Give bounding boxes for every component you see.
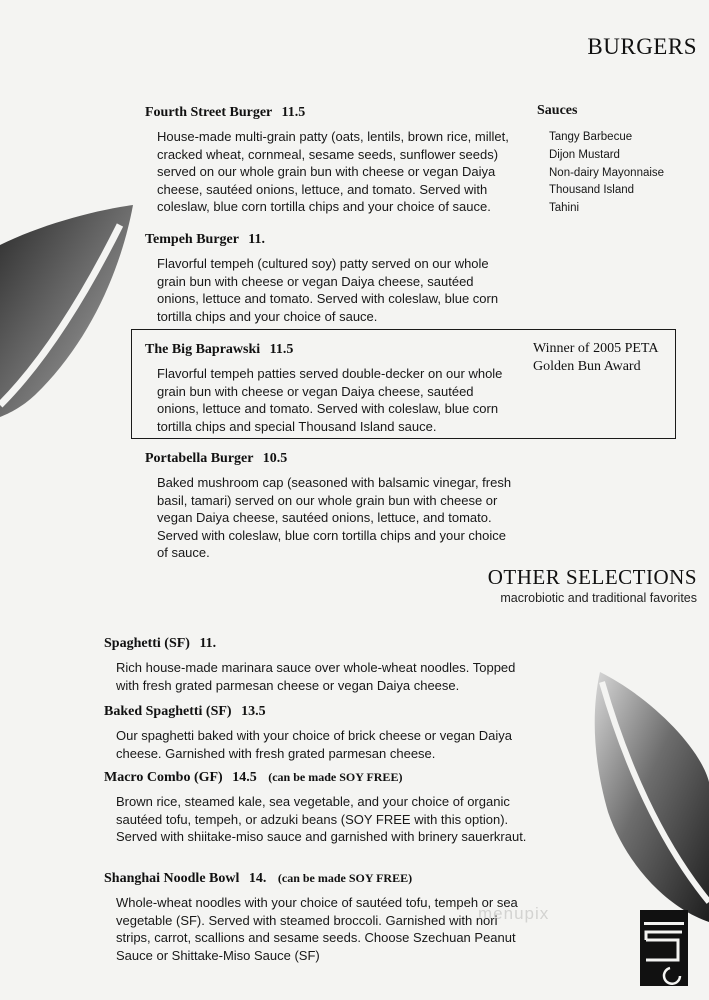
- item-price: 13.5: [241, 704, 266, 719]
- item-name: Spaghetti (SF): [104, 636, 190, 651]
- item-description: Flavorful tempeh (cultured soy) patty served on our whole grain bun with cheese or vegan Daiya cheese, sautéed onions, lettuce and tomato. Served with coleslaw, blue corn tortilla chips and your choice of sauce.: [157, 256, 499, 324]
- item-name: Tempeh Burger: [145, 232, 239, 247]
- left-leaf-icon: [0, 205, 135, 420]
- sauce-item: Thousand Island: [549, 184, 635, 197]
- right-leaf-icon: [590, 672, 709, 922]
- item-description: Rich house-made marinara sauce over whole-wheat noodles. Topped with fresh grated parmesan cheese or vegan Daiya cheese.: [116, 660, 516, 693]
- item-description: Flavorful tempeh patties served double-decker on our whole grain bun with cheese or vegan Daiya cheese, sautéed onions, lettuce and tomato. Served with coleslaw, blue corn tortilla chips and special Thousand Island sauce.: [157, 366, 503, 434]
- item-price: 10.5: [262, 451, 288, 466]
- award-note: Winner of 2005 PETA Golden Bun Award: [533, 341, 658, 374]
- item-price: 11.: [199, 636, 217, 651]
- item-description: Brown rice, steamed kale, sea vegetable, and your choice of organic sautéed tofu, tempeh, or adzuki beans (SOY FREE with this option). Served with shiitake-miso sauce and garnished with brinery sauerkraut.: [116, 794, 527, 844]
- menu-item-shanghai-noodle-bowl: [104, 869, 534, 964]
- sauce-item: Tahini: [549, 202, 580, 215]
- item-name: Portabella Burger: [145, 451, 254, 466]
- menu-item-portabella-burger: [145, 450, 515, 562]
- sauces-list: [537, 103, 664, 218]
- section-subtitle: macrobiotic and traditional favorites: [500, 591, 697, 605]
- sauce-item: Tangy Barbecue: [549, 131, 633, 143]
- item-description: House-made multi-grain patty (oats, lentils, brown rice, millet, cracked wheat, cornmeal, sesame seeds, sunflower seeds) served on our whole grain bun with cheese or vegan Daiya cheese, sautéed onions, lettuce, and tomato. Served with coleslaw, blue corn tortilla chips and your choice of sauce.: [157, 129, 509, 214]
- section-title-burgers: BURGERS: [587, 34, 697, 59]
- item-price: 11.5: [269, 342, 294, 357]
- section-title-other-selections: OTHER SELECTIONS: [487, 565, 697, 589]
- watermark: menupix: [478, 904, 550, 923]
- item-price: 14.: [248, 871, 267, 886]
- restaurant-logo-icon: [640, 910, 688, 986]
- item-description: Baked mushroom cap (seasoned with balsamic vinegar, fresh basil, tamari) served on our whole grain bun with cheese or vegan Daiya cheese, sautéed onions, lettuce, and tomato. Served with coleslaw, blue corn tortilla chips and your choice of sauce.: [157, 475, 512, 560]
- menu-item-macro-combo: [104, 768, 534, 846]
- sauces-title: Sauces: [537, 103, 578, 118]
- item-name: Baked Spaghetti (SF): [104, 704, 232, 719]
- item-note: (can be made SOY FREE): [277, 871, 413, 885]
- menu-item-fourth-street-burger: [145, 104, 515, 216]
- item-price: 14.5: [232, 770, 257, 785]
- item-description: Whole-wheat noodles with your choice of sautéed tofu, tempeh or sea vegetable (SF). Served with steamed broccoli. Garnished with nori strips, carrot, scallions and sesame seeds. Choose Szechuan Peanut Sauce or Shittake-Miso Sauce (SF): [116, 895, 518, 963]
- menu-item-tempeh-burger: [145, 231, 515, 325]
- sauce-item: Non-dairy Mayonnaise: [549, 166, 665, 179]
- sauce-item: Dijon Mustard: [549, 148, 620, 161]
- item-name: The Big Baprawski: [145, 342, 261, 357]
- item-name: Shanghai Noodle Bowl: [104, 871, 240, 886]
- item-price: 11.5: [281, 105, 306, 120]
- item-description: Our spaghetti baked with your choice of brick cheese or vegan Daiya cheese. Garnished with fresh grated parmesan cheese.: [116, 728, 512, 761]
- item-name: Macro Combo (GF): [104, 770, 223, 785]
- menu-item-big-baprawski: [145, 341, 515, 435]
- item-name: Fourth Street Burger: [145, 105, 273, 120]
- item-note: (can be made SOY FREE): [268, 770, 403, 784]
- item-price: 11.: [248, 232, 265, 247]
- menu-item-spaghetti: [104, 635, 534, 694]
- menu-item-baked-spaghetti: [104, 703, 534, 762]
